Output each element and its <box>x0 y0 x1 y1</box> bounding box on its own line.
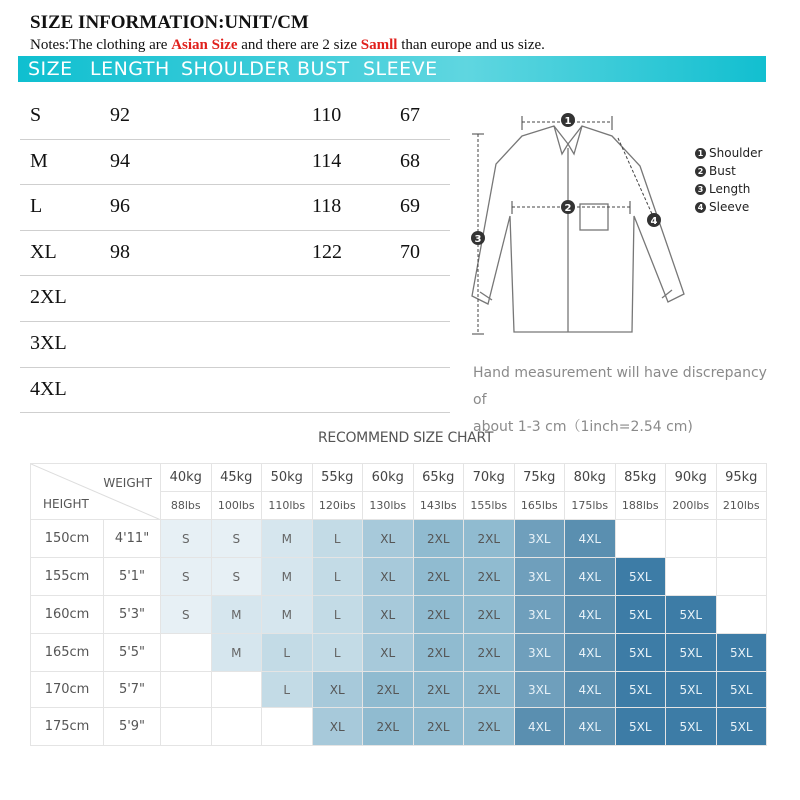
weight-lbs-header: 100lbs <box>211 492 262 520</box>
size-recommendation-cell: S <box>161 558 212 596</box>
height-ft: 5'5" <box>104 634 161 672</box>
size-cell-bust: 110 <box>312 104 342 126</box>
size-recommendation-cell: 3XL <box>514 558 565 596</box>
size-cell-size: 2XL <box>30 286 67 309</box>
notes-suffix: than europe and us size. <box>397 37 545 53</box>
legend-label: Sleeve <box>709 200 750 214</box>
weight-kg-header: 40kg <box>161 464 212 492</box>
height-cm: 170cm <box>31 672 104 708</box>
size-recommendation-cell: M <box>211 634 262 672</box>
height-cm: 165cm <box>31 634 104 672</box>
size-recommendation-cell <box>262 708 313 746</box>
size-cell-length: 98 <box>110 240 130 263</box>
recommend-row <box>31 520 767 558</box>
size-row <box>20 140 450 186</box>
weight-lbs-header: 88lbs <box>161 492 212 520</box>
height-cm: 155cm <box>31 558 104 596</box>
notes-line <box>30 37 545 54</box>
size-recommendation-cell: 2XL <box>464 520 515 558</box>
recommend-size-table <box>30 463 767 746</box>
size-recommendation-cell: 5XL <box>716 708 767 746</box>
size-table <box>20 94 450 413</box>
weight-lbs-header: 210lbs <box>716 492 767 520</box>
size-recommendation-cell: 5XL <box>666 708 717 746</box>
size-cell-bust: 114 <box>312 149 342 172</box>
weight-lbs-header: 155lbs <box>464 492 515 520</box>
recommend-row <box>31 708 767 746</box>
recommend-row <box>31 672 767 708</box>
size-cell-bust: 118 <box>312 195 342 218</box>
size-recommendation-cell: 5XL <box>666 672 717 708</box>
size-recommendation-cell <box>161 708 212 746</box>
weight-kg-header: 60kg <box>363 464 414 492</box>
size-recommendation-cell: 5XL <box>716 672 767 708</box>
size-recommendation-cell <box>161 672 212 708</box>
diagram-marker-2: 2 <box>564 203 572 214</box>
size-recommendation-cell: XL <box>363 634 414 672</box>
size-recommendation-cell: 4XL <box>565 634 616 672</box>
legend-item <box>695 162 762 180</box>
size-recommendation-cell <box>615 520 666 558</box>
recommend-row <box>31 558 767 596</box>
height-ft: 5'1" <box>104 558 161 596</box>
legend-number: 4 <box>695 202 706 213</box>
weight-kg-header: 75kg <box>514 464 565 492</box>
size-recommendation-cell: 5XL <box>615 672 666 708</box>
weight-lbs-header: 143lbs <box>413 492 464 520</box>
size-recommendation-cell: 4XL <box>565 558 616 596</box>
size-recommendation-cell <box>666 558 717 596</box>
size-recommendation-cell: 2XL <box>464 596 515 634</box>
weight-kg-header: 85kg <box>615 464 666 492</box>
size-row <box>20 231 450 277</box>
col-length: LENGTH <box>90 58 170 80</box>
size-recommendation-cell: 3XL <box>514 672 565 708</box>
recommend-row <box>31 634 767 672</box>
size-cell-sleeve: 67 <box>400 104 420 126</box>
size-recommendation-cell: 3XL <box>514 520 565 558</box>
size-recommendation-cell: M <box>262 596 313 634</box>
recommend-chart-title: RECOMMEND SIZE CHART <box>318 430 494 446</box>
notes-samll: Samll <box>360 37 398 53</box>
diagram-marker-1: 1 <box>564 116 572 127</box>
size-recommendation-cell <box>716 558 767 596</box>
size-recommendation-cell: 3XL <box>514 634 565 672</box>
hand-note-line-1: Hand measurement will have discrepancy of <box>473 365 767 408</box>
size-recommendation-cell: S <box>211 520 262 558</box>
size-recommendation-cell: 2XL <box>413 672 464 708</box>
size-recommendation-cell: 2XL <box>413 596 464 634</box>
size-cell-size: L <box>30 195 43 218</box>
hand-measurement-note <box>473 360 783 441</box>
size-recommendation-cell: 5XL <box>615 634 666 672</box>
legend-label: Length <box>709 182 751 196</box>
weight-kg-header: 55kg <box>312 464 363 492</box>
height-cm: 175cm <box>31 708 104 746</box>
height-ft: 4'11" <box>104 520 161 558</box>
size-recommendation-cell: 2XL <box>413 520 464 558</box>
legend-label: Bust <box>709 164 736 178</box>
legend-number: 3 <box>695 184 706 195</box>
size-recommendation-cell: 5XL <box>615 596 666 634</box>
size-recommendation-cell: 4XL <box>565 672 616 708</box>
col-size: SIZE <box>28 58 73 80</box>
size-recommendation-cell: L <box>262 672 313 708</box>
size-recommendation-cell: S <box>211 558 262 596</box>
height-cm: 150cm <box>31 520 104 558</box>
size-header-banner <box>18 56 766 82</box>
size-recommendation-cell: 5XL <box>716 634 767 672</box>
legend-item <box>695 198 762 216</box>
size-recommendation-cell: 4XL <box>565 520 616 558</box>
size-recommendation-cell <box>716 596 767 634</box>
size-row <box>20 322 450 368</box>
page-title: SIZE INFORMATION:UNIT/CM <box>30 12 309 33</box>
legend-item <box>695 180 762 198</box>
size-recommendation-cell: XL <box>312 708 363 746</box>
size-cell-sleeve: 69 <box>400 195 420 218</box>
weight-lbs-header: 175lbs <box>565 492 616 520</box>
legend-item <box>695 144 762 162</box>
size-recommendation-cell <box>161 634 212 672</box>
col-bust: BUST <box>297 58 350 80</box>
table-corner <box>31 464 161 520</box>
notes-asian-size: Asian Size <box>171 37 238 53</box>
size-recommendation-cell: 3XL <box>514 596 565 634</box>
size-recommendation-cell <box>666 520 717 558</box>
weight-label: WEIGHT <box>103 476 152 490</box>
weight-kg-header: 70kg <box>464 464 515 492</box>
legend-number: 1 <box>695 148 706 159</box>
height-ft: 5'3" <box>104 596 161 634</box>
diagram-marker-4: 4 <box>650 216 658 227</box>
size-cell-length: 94 <box>110 149 130 172</box>
weight-kg-header: 80kg <box>565 464 616 492</box>
size-row <box>20 368 450 414</box>
height-ft: 5'9" <box>104 708 161 746</box>
notes-mid: and there are 2 size <box>237 37 361 53</box>
size-recommendation-cell: 4XL <box>565 708 616 746</box>
weight-kg-header: 65kg <box>413 464 464 492</box>
size-recommendation-cell: L <box>312 520 363 558</box>
diagram-legend <box>695 144 762 216</box>
size-cell-size: XL <box>30 240 57 263</box>
col-sleeve: SLEEVE <box>363 58 438 80</box>
notes-prefix: Notes:The clothing are <box>30 37 172 53</box>
size-recommendation-cell: 2XL <box>363 672 414 708</box>
size-recommendation-cell: 5XL <box>666 634 717 672</box>
size-recommendation-cell: L <box>312 558 363 596</box>
size-recommendation-cell: L <box>262 634 313 672</box>
size-recommendation-cell: M <box>262 558 313 596</box>
size-recommendation-cell: 2XL <box>363 708 414 746</box>
col-shoulder: SHOULDER <box>181 58 291 80</box>
size-recommendation-cell: S <box>161 520 212 558</box>
size-cell-size: 4XL <box>30 377 67 400</box>
size-cell-length: 96 <box>110 195 130 218</box>
size-cell-sleeve: 68 <box>400 149 420 172</box>
diagram-marker-3: 3 <box>474 234 482 245</box>
weight-lbs-header: 120ibs <box>312 492 363 520</box>
size-cell-size: S <box>30 104 42 126</box>
hand-note-line-2: about 1-3 cm（1inch=2.54 cm) <box>473 419 693 435</box>
weight-lbs-header: 110lbs <box>262 492 313 520</box>
size-recommendation-cell: 2XL <box>464 558 515 596</box>
size-recommendation-cell: XL <box>363 596 414 634</box>
weight-lbs-header: 165lbs <box>514 492 565 520</box>
size-recommendation-cell: S <box>161 596 212 634</box>
size-cell-length: 92 <box>110 104 130 126</box>
size-recommendation-cell <box>716 520 767 558</box>
size-recommendation-cell: 2XL <box>464 634 515 672</box>
size-recommendation-cell: 5XL <box>615 558 666 596</box>
corner-diagonal <box>31 464 161 520</box>
size-recommendation-cell: XL <box>363 520 414 558</box>
size-cell-size: M <box>30 149 48 172</box>
size-row <box>20 94 450 140</box>
weight-lbs-header: 200lbs <box>666 492 717 520</box>
size-recommendation-cell: L <box>312 596 363 634</box>
weight-kg-header: 45kg <box>211 464 262 492</box>
weight-kg-header: 50kg <box>262 464 313 492</box>
size-row <box>20 276 450 322</box>
size-recommendation-cell: L <box>312 634 363 672</box>
recommend-row <box>31 596 767 634</box>
size-recommendation-cell <box>211 672 262 708</box>
size-row <box>20 185 450 231</box>
size-recommendation-cell: 2XL <box>464 672 515 708</box>
size-cell-bust: 122 <box>312 240 342 263</box>
weight-kg-header: 90kg <box>666 464 717 492</box>
shirt-diagram <box>462 104 692 344</box>
size-recommendation-cell: 2XL <box>413 558 464 596</box>
size-recommendation-cell: M <box>211 596 262 634</box>
weight-kg-header: 95kg <box>716 464 767 492</box>
size-recommendation-cell: 4XL <box>565 596 616 634</box>
size-recommendation-cell: 2XL <box>413 634 464 672</box>
weight-lbs-header: 188lbs <box>615 492 666 520</box>
size-recommendation-cell: M <box>262 520 313 558</box>
height-label: HEIGHT <box>43 497 89 511</box>
size-recommendation-cell: XL <box>312 672 363 708</box>
height-ft: 5'7" <box>104 672 161 708</box>
height-cm: 160cm <box>31 596 104 634</box>
legend-label: Shoulder <box>709 146 763 160</box>
size-recommendation-cell: 2XL <box>413 708 464 746</box>
weight-lbs-header: 130lbs <box>363 492 414 520</box>
size-recommendation-cell: 2XL <box>464 708 515 746</box>
size-recommendation-cell <box>211 708 262 746</box>
size-recommendation-cell: 4XL <box>514 708 565 746</box>
size-cell-sleeve: 70 <box>400 240 420 263</box>
size-cell-size: 3XL <box>30 331 67 354</box>
size-recommendation-cell: XL <box>363 558 414 596</box>
size-recommendation-cell: 5XL <box>666 596 717 634</box>
legend-number: 2 <box>695 166 706 177</box>
size-recommendation-cell: 5XL <box>615 708 666 746</box>
